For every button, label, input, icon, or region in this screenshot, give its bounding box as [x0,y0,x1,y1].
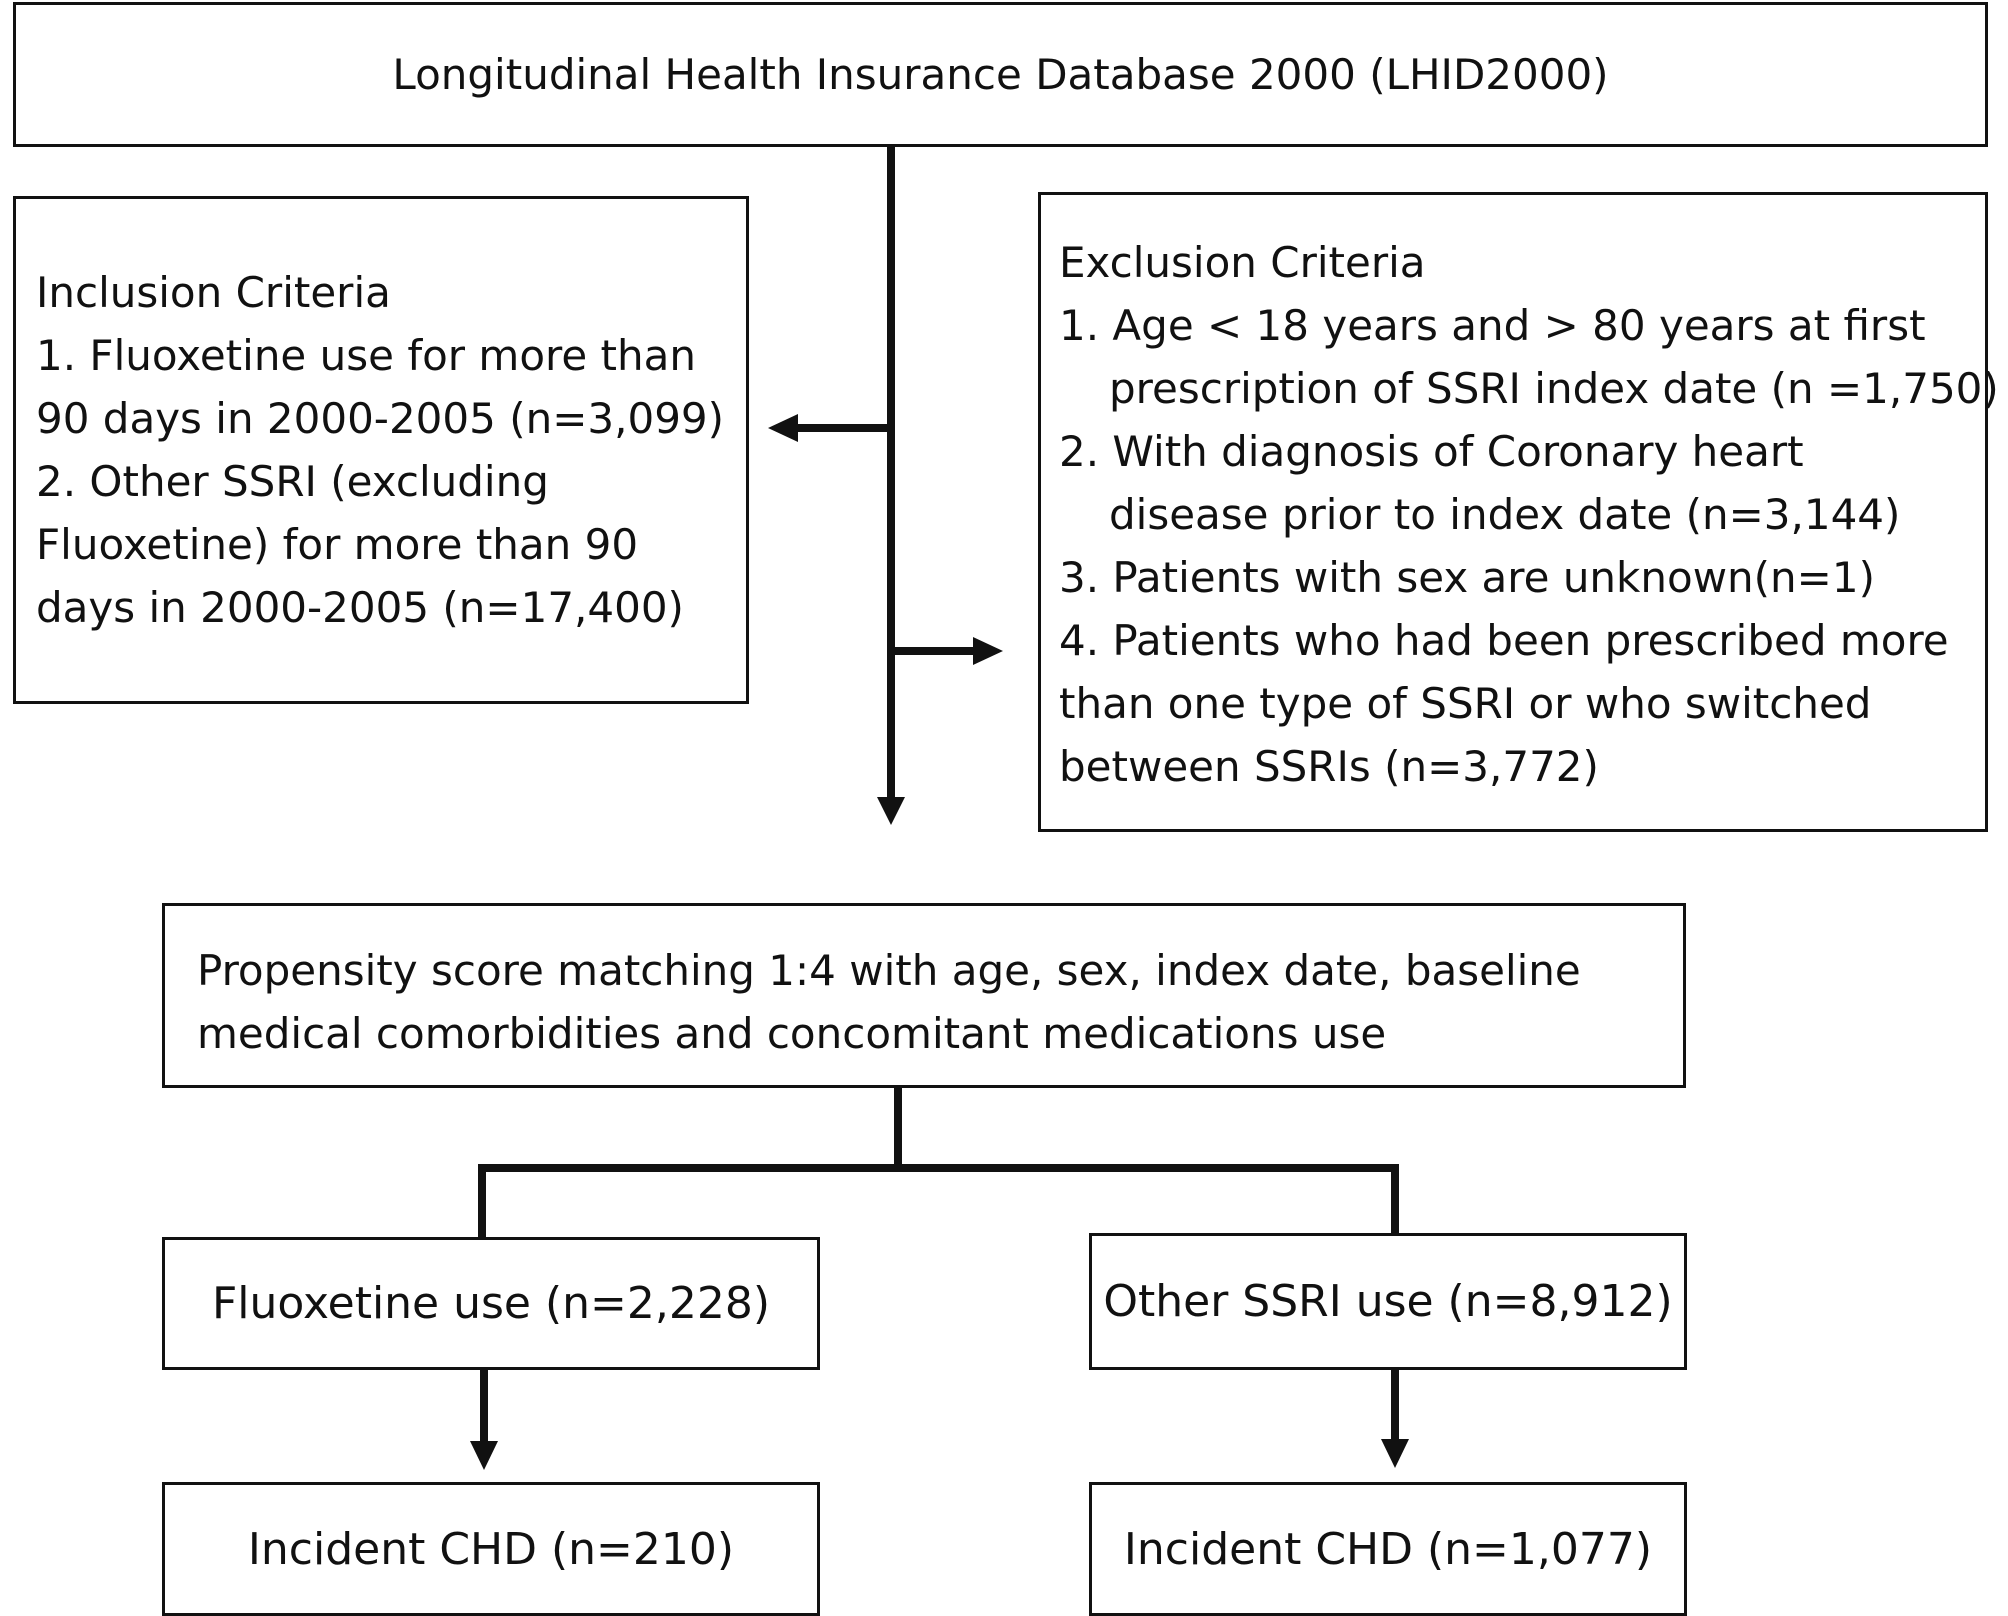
other-ssri-group-label: Other SSRI use (n=8,912) [1103,1276,1673,1327]
exclusion-title: Exclusion Criteria [1059,238,1426,287]
fluoxetine-outcome-arrowhead [470,1441,498,1470]
fluoxetine-chd-box [162,1482,820,1616]
exclusion-line: than one type of SSRI or who switched [1059,679,1872,728]
exclusion-arrowhead [973,637,1003,665]
exclusion-line: 4. Patients who had been prescribed more [1059,616,1949,665]
inclusion-line: 1. Fluoxetine use for more than [36,331,697,380]
exclusion-line: disease prior to index date (n=3,144) [1109,490,1901,539]
inclusion-line: days in 2000-2005 (n=17,400) [36,583,684,632]
other-ssri-chd-box [1089,1482,1687,1616]
propensity-matching-box [162,903,1686,1088]
fluoxetine-chd-label: Incident CHD (n=210) [247,1523,735,1575]
inclusion-criteria-box [13,196,749,704]
matching-line: medical comorbidities and concomitant medications use [197,1009,1387,1058]
trunk-arrowhead [877,797,905,825]
fluoxetine-group-box [162,1237,820,1370]
inclusion-line: 90 days in 2000-2005 (n=3,099) [36,394,725,443]
inclusion-line: 2. Other SSRI (excluding [36,457,549,506]
inclusion-line: Fluoxetine) for more than 90 [36,520,639,569]
inclusion-arrowhead [768,414,798,442]
exclusion-line: prescription of SSRI index date (n =1,750) [1109,364,1999,413]
exclusion-line: 2. With diagnosis of Coronary heart [1059,427,1804,476]
database-label: Longitudinal Health Insurance Database 2000 (LHID2000) [392,50,1609,99]
other-ssri-chd-label: Incident CHD (n=1,077) [1123,1523,1653,1575]
fluoxetine-group-label: Fluoxetine use (n=2,228) [211,1278,771,1329]
database-box [13,2,1988,147]
exclusion-line: 1. Age < 18 years and > 80 years at first [1059,301,1926,350]
inclusion-title: Inclusion Criteria [36,268,391,317]
matching-line: Propensity score matching 1:4 with age, sex, index date, baseline [197,946,1581,995]
other-outcome-arrowhead [1381,1439,1409,1468]
exclusion-line: 3. Patients with sex are unknown(n=1) [1059,553,1875,602]
exclusion-criteria-box [1038,192,1999,832]
exclusion-line: between SSRIs (n=3,772) [1059,742,1599,791]
other-ssri-group-box [1089,1233,1687,1370]
